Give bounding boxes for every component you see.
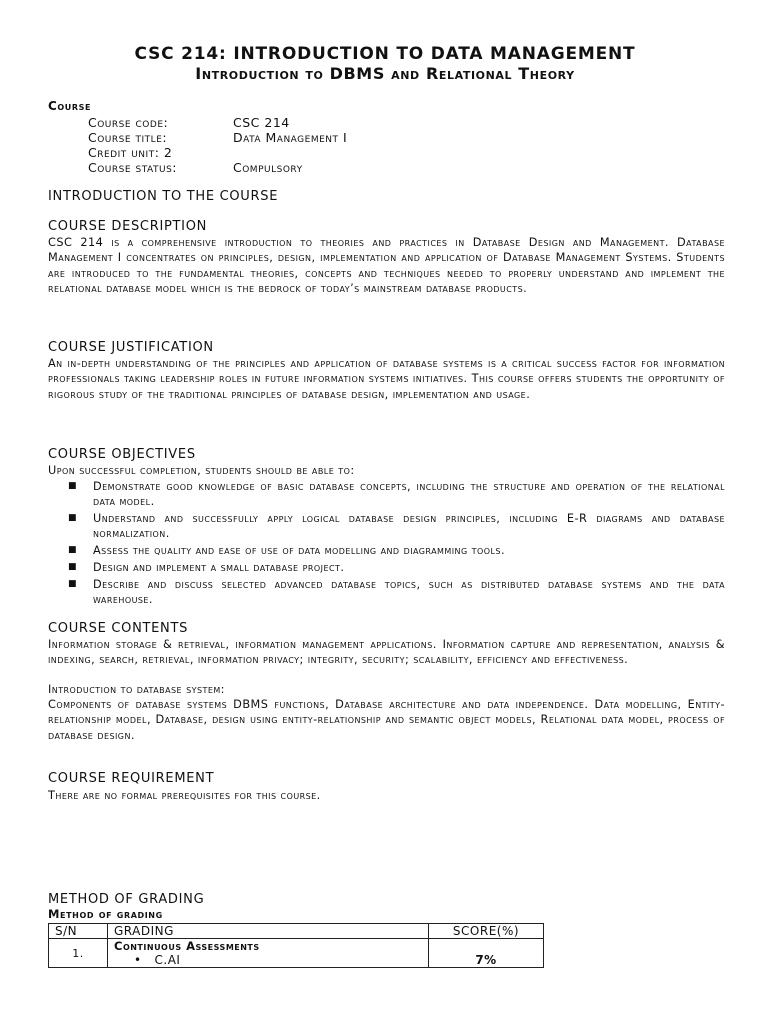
objectives-list: [48, 479, 725, 609]
requirement-text: There are no formal prerequisites for this course.: [48, 789, 321, 802]
grading-subheading: Method of grading: [48, 907, 163, 921]
course-title-label: Course title:: [88, 130, 168, 145]
bullet-icon: ■: [68, 545, 77, 556]
bullet-icon: ■: [68, 561, 77, 572]
course-title-value: Data Management I: [233, 130, 348, 145]
course-code-value: CSC 214: [233, 115, 290, 130]
column-header-grading: GRADING: [108, 924, 429, 939]
grading-group: Continuous Assessments: [114, 939, 260, 953]
row-score: 7%: [429, 939, 544, 968]
grading-item: • C.AI: [134, 953, 181, 967]
grading-heading: METHOD OF GRADING: [48, 892, 205, 907]
description-text: CSC 214 is a comprehensive introduction to theories and practices in Database Design and Management. Database Management I concentrates on principles, design, implementation and application of Database Management Systems. Students are introduced to the fundamental theories, concepts and techniques needed to properly understand and implement the relational database model which is the bedrock of today’s mainstream database products.: [48, 236, 725, 295]
column-header-sn: S/N: [49, 924, 108, 939]
list-item: ■ Assess the quality and ease of use of data modelling and diagramming tools.: [68, 544, 505, 558]
list-item: ■ Describe and discuss selected advanced database topics, such as distributed database systems and the data warehouse.: [68, 577, 725, 607]
justification-text: An in-depth understanding of the principles and application of database systems is a critical success factor for information professionals taking leadership roles in future information systems initiatives. This course offers students the opportunity of rigorous study of the traditional principles of database design, implementation and usage.: [48, 357, 725, 401]
bullet-icon: ■: [68, 481, 77, 491]
bullet-icon: •: [134, 953, 142, 967]
bullet-icon: ■: [68, 578, 77, 589]
credit-unit-label: Credit unit: 2: [88, 145, 173, 160]
grading-table: [48, 923, 544, 968]
course-status-value: Compulsory: [233, 160, 303, 175]
contents-heading: COURSE CONTENTS: [48, 621, 189, 636]
justification-heading: COURSE JUSTIFICATION: [48, 340, 214, 355]
bullet-icon: ■: [68, 513, 77, 524]
description-heading: COURSE DESCRIPTION: [48, 219, 208, 234]
table-row: [49, 939, 544, 968]
contents-text-1: Information storage & retrieval, information management applications. Information capture and representation, analysis & indexing, search, retrieval, information privacy; integrity, security; scalability, efficiency and effectiveness.: [48, 638, 725, 667]
list-item: ■ Design and implement a small database project.: [68, 560, 345, 574]
course-label: Course: [48, 99, 92, 113]
document-title: CSC 214: INTRODUCTION TO DATA MANAGEMENT: [134, 44, 636, 64]
contents-text-2: Introduction to database system:: [48, 683, 225, 696]
course-status-label: Course status:: [88, 160, 178, 175]
column-header-score: SCORE(%): [429, 924, 544, 939]
table-header-row: [49, 924, 544, 939]
course-code-label: Course code:: [88, 115, 169, 130]
intro-heading: INTRODUCTION TO THE COURSE: [48, 189, 279, 204]
objectives-intro: Upon successful completion, students should be able to:: [48, 464, 355, 477]
row-grading: [108, 939, 429, 968]
contents-text-3: Components of database systems DBMS functions, Database architecture and data independence. Data modelling, Entity-relationship model, Database, design using entity-relationship and semantic object models, Relational data model, process of database design.: [48, 698, 725, 742]
list-item: ■ Understand and successfully apply logical database design principles, including E-R diagrams and database normalization.: [68, 512, 725, 541]
requirement-heading: COURSE REQUIREMENT: [48, 771, 215, 786]
list-item: ■ Demonstrate good knowledge of basic database concepts, including the structure and operation of the relational data model.: [68, 480, 725, 509]
row-sn: 1.: [49, 939, 108, 968]
document-subtitle: Introduction to DBMS and Relational Theory: [195, 64, 575, 83]
objectives-heading: COURSE OBJECTIVES: [48, 447, 196, 462]
